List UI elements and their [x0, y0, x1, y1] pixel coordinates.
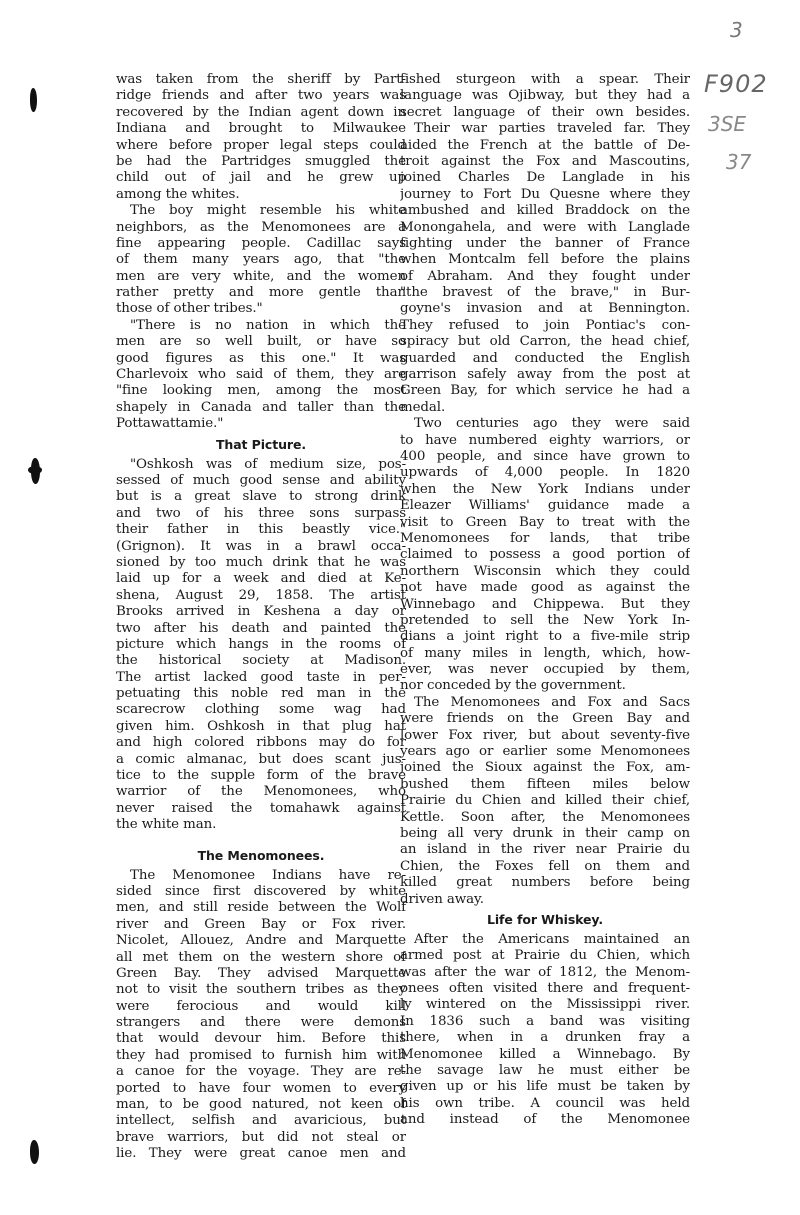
section-heading: Life for Whiskey.: [487, 911, 603, 927]
text-line: men are very white, and the women: [116, 268, 406, 284]
text-line: recovered by the Indian agent down in: [116, 104, 406, 120]
text-line: they had promised to furnish him with: [116, 1047, 406, 1063]
text-line: Menomonees for lands, that tribe: [400, 530, 690, 546]
text-line: not to visit the southern tribes as they: [116, 982, 406, 998]
text-line: petuating this noble red man in the: [116, 686, 406, 702]
text-line: bushed them fifteen miles below: [400, 776, 690, 792]
text-line: Their war parties traveled far. They: [414, 121, 690, 137]
text-line: dians a joint right to a five-mile strip: [400, 629, 690, 645]
page-number: 3: [730, 18, 743, 42]
text-line: be had the Partridges smuggled the: [116, 153, 406, 169]
text-line: onees often visited there and frequent-: [400, 981, 690, 997]
text-line: not have made good as against the: [400, 580, 690, 596]
text-line: and two of his three sons surpass: [116, 505, 406, 521]
text-line: pretended to sell the New York In-: [400, 612, 690, 628]
text-line: scarecrow clothing some wag had: [116, 702, 406, 718]
text-line: Menomonee killed a Winnebago. By: [400, 1046, 690, 1062]
text-line: After the Americans maintained an: [414, 931, 690, 947]
text-line: when the New York Indians under: [400, 481, 690, 497]
text-line: The boy might resemble his white: [130, 203, 406, 219]
text-line: northern Wisconsin which they could: [400, 563, 690, 579]
text-line: good figures as this one." It was: [116, 350, 406, 366]
text-line: upwards of 4,000 people. In 1820: [400, 465, 690, 481]
text-line: "fine looking men, among the most: [116, 383, 406, 399]
text-line: being all very drunk in their camp on: [400, 825, 690, 841]
text-line: journey to Fort Du Quesne where they: [400, 186, 690, 202]
text-line: was taken from the sheriff by Part-: [116, 72, 406, 87]
text-line: there, when in a drunken fray a: [400, 1030, 690, 1046]
text-line: lower Fox river, but about seventy-five: [400, 727, 690, 743]
text-line: Winnebago and Chippewa. But they: [400, 596, 690, 612]
text-line: those of other tribes.": [116, 301, 263, 317]
text-line: ambushed and killed Braddock on the: [400, 203, 690, 219]
text-line: Charlevoix who said of them, they are: [116, 367, 406, 383]
text-line: never raised the tomahawk against: [116, 800, 406, 816]
text-line: was after the war of 1812, the Menom-: [400, 964, 690, 980]
text-line: brave warriors, but did not steal or: [116, 1129, 406, 1145]
text-line: (Grignon). It was in a brawl occa-: [116, 538, 406, 554]
call-number-annotation-3: 37: [726, 150, 752, 174]
text-line: given him. Oshkosh in that plug hat: [116, 718, 406, 734]
call-number-annotation-2: 3SE: [708, 112, 747, 136]
text-line: Brooks arrived in Keshena a day or: [116, 604, 406, 620]
text-line: visit to Green Bay to treat with the: [400, 514, 690, 530]
text-line: shapely in Canada and taller than the: [116, 399, 406, 415]
text-line: driven away.: [400, 891, 484, 907]
text-line: The Menomonee Indians have re-: [130, 867, 406, 883]
text-line: given up or his life must be taken by: [400, 1079, 690, 1095]
text-line: spiracy but old Carron, the head chief,: [400, 334, 690, 350]
text-line: ly wintered on the Mississippi river.: [400, 997, 690, 1013]
text-line: joined Charles De Langlade in his: [400, 170, 690, 186]
binding-hole-mark: [30, 1140, 39, 1164]
text-line: child out of jail and he grew up: [116, 170, 406, 186]
text-line: to have numbered eighty warriors, or: [400, 432, 690, 448]
text-line: Kettle. Soon after, the Menomonees: [400, 809, 690, 825]
left-text-column: [116, 72, 406, 1163]
text-line: the white man.: [116, 817, 217, 833]
text-line: of many miles in length, which, how-: [400, 645, 690, 661]
text-line: ridge friends and after two years was: [116, 88, 406, 104]
text-line: and high colored ribbons may do for: [116, 735, 406, 751]
text-line: The artist lacked good taste in per-: [116, 669, 406, 685]
text-line: neighbors, as the Menomonees are a: [116, 219, 406, 235]
paragraph-gap: [116, 834, 406, 844]
text-line: men are so well built, or have so: [116, 334, 406, 350]
text-line: fished sturgeon with a spear. Their: [400, 72, 690, 87]
text-line: rather pretty and more gentle than: [116, 285, 406, 301]
text-line: fighting under the banner of France: [400, 235, 690, 251]
text-line: the historical society at Madison.: [116, 653, 406, 669]
text-line: and instead of the Menomonee: [400, 1112, 690, 1128]
text-line: sided since first discovered by white: [116, 883, 406, 899]
text-line: years ago or earlier some Menomonees: [400, 744, 690, 760]
text-line: of Abraham. And they fought under: [400, 268, 690, 284]
text-line: "Oshkosh was of medium size, pos-: [130, 456, 406, 472]
text-line: Chien, the Foxes fell on them and: [400, 858, 690, 874]
text-line: but is a great slave to strong drink: [116, 489, 406, 505]
text-line: when Montcalm fell before the plains: [400, 252, 690, 268]
text-line: Indiana and brought to Milwaukee: [116, 121, 406, 137]
text-line: a canoe for the voyage. They are re-: [116, 1064, 406, 1080]
section-heading: The Menomonees.: [197, 847, 325, 863]
text-line: They refused to join Pontiac's con-: [400, 317, 690, 333]
binding-hole-mark: [31, 458, 40, 484]
text-line: "There is no nation in which the: [130, 317, 406, 333]
text-line: Green Bay. They advised Marquette: [116, 965, 406, 981]
text-line: secret language of their own besides.: [400, 104, 690, 120]
text-line: ever, was never occupied by them,: [400, 662, 690, 678]
text-line: intellect, selfish and avaricious, but: [116, 1113, 406, 1129]
text-line: aided the French at the battle of De-: [400, 137, 690, 153]
text-line: were friends on the Green Bay and: [400, 711, 690, 727]
text-line: were ferocious and would kill: [116, 998, 406, 1014]
text-line: Eleazer Williams' guidance made a: [400, 498, 690, 514]
text-line: laid up for a week and died at Ke-: [116, 571, 406, 587]
text-line: medal.: [400, 399, 446, 415]
text-line: Nicolet, Allouez, Andre and Marquette: [116, 933, 406, 949]
text-line: Two centuries ago they were said: [414, 416, 690, 432]
text-line: claimed to possess a good portion of: [400, 547, 690, 563]
text-line: warrior of the Menomonees, who: [116, 784, 406, 800]
text-line: two after his death and painted the: [116, 620, 406, 636]
text-line: In 1836 such a band was visiting: [400, 1013, 690, 1029]
text-line: sioned by too much drink that he was: [116, 554, 406, 570]
text-line: killed great numbers before being: [400, 875, 690, 891]
text-line: all met them on the western shore of: [116, 949, 406, 965]
text-line: guarded and conducted the English: [400, 350, 690, 366]
text-line: strangers and there were demons: [116, 1015, 406, 1031]
text-line: river and Green Bay or Fox river.: [116, 916, 406, 932]
text-line: that would devour him. Before this: [116, 1031, 406, 1047]
text-line: language was Ojibway, but they had a: [400, 88, 690, 104]
text-line: nor conceded by the government.: [400, 678, 626, 694]
text-line: where before proper legal steps could: [116, 137, 406, 153]
text-line: an island in the river near Prairie du: [400, 842, 690, 858]
text-line: among the whites.: [116, 186, 240, 202]
text-line: man, to be good natured, not keen of: [116, 1097, 406, 1113]
text-line: the savage law he must either be: [400, 1063, 690, 1079]
text-line: tice to the supple form of the brave: [116, 768, 406, 784]
binding-hole-mark: [30, 88, 37, 112]
text-line: of them many years ago, that "the: [116, 252, 406, 268]
right-text-column: [400, 72, 690, 1129]
text-line: joined the Sioux against the Fox, am-: [400, 760, 690, 776]
section-heading: That Picture.: [215, 436, 306, 452]
text-line: shena, August 29, 1858. The artist: [116, 587, 406, 603]
text-line: 400 people, and since have grown to: [400, 448, 690, 464]
text-line: goyne's invasion and at Bennington.: [400, 301, 690, 317]
text-line: his own tribe. A council was held: [400, 1095, 690, 1111]
text-line: fine appearing people. Cadillac says: [116, 235, 406, 251]
call-number-annotation: F902: [704, 70, 768, 98]
text-line: Pottawattamie.": [116, 416, 224, 432]
text-line: "the bravest of the brave," in Bur-: [400, 285, 690, 301]
text-line: Green Bay, for which service he had a: [400, 383, 690, 399]
text-line: armed post at Prairie du Chien, which: [400, 948, 690, 964]
text-line: garrison safely away from the post at: [400, 367, 690, 383]
text-line: a comic almanac, but does scant jus-: [116, 751, 406, 767]
text-line: their father in this beastly vice.": [116, 522, 406, 538]
text-line: Monongahela, and were with Langlade: [400, 219, 690, 235]
text-line: men, and still reside between the Wolf: [116, 900, 406, 916]
text-line: picture which hangs in the rooms of: [116, 636, 406, 652]
text-line: ported to have four women to every: [116, 1080, 406, 1096]
text-line: Prairie du Chien and killed their chief,: [400, 793, 690, 809]
text-line: sessed of much good sense and ability: [116, 472, 406, 488]
text-line: troit against the Fox and Mascoutins,: [400, 153, 690, 169]
text-line: lie. They were great canoe men and: [116, 1146, 406, 1162]
text-line: The Menomonees and Fox and Sacs: [414, 694, 690, 710]
